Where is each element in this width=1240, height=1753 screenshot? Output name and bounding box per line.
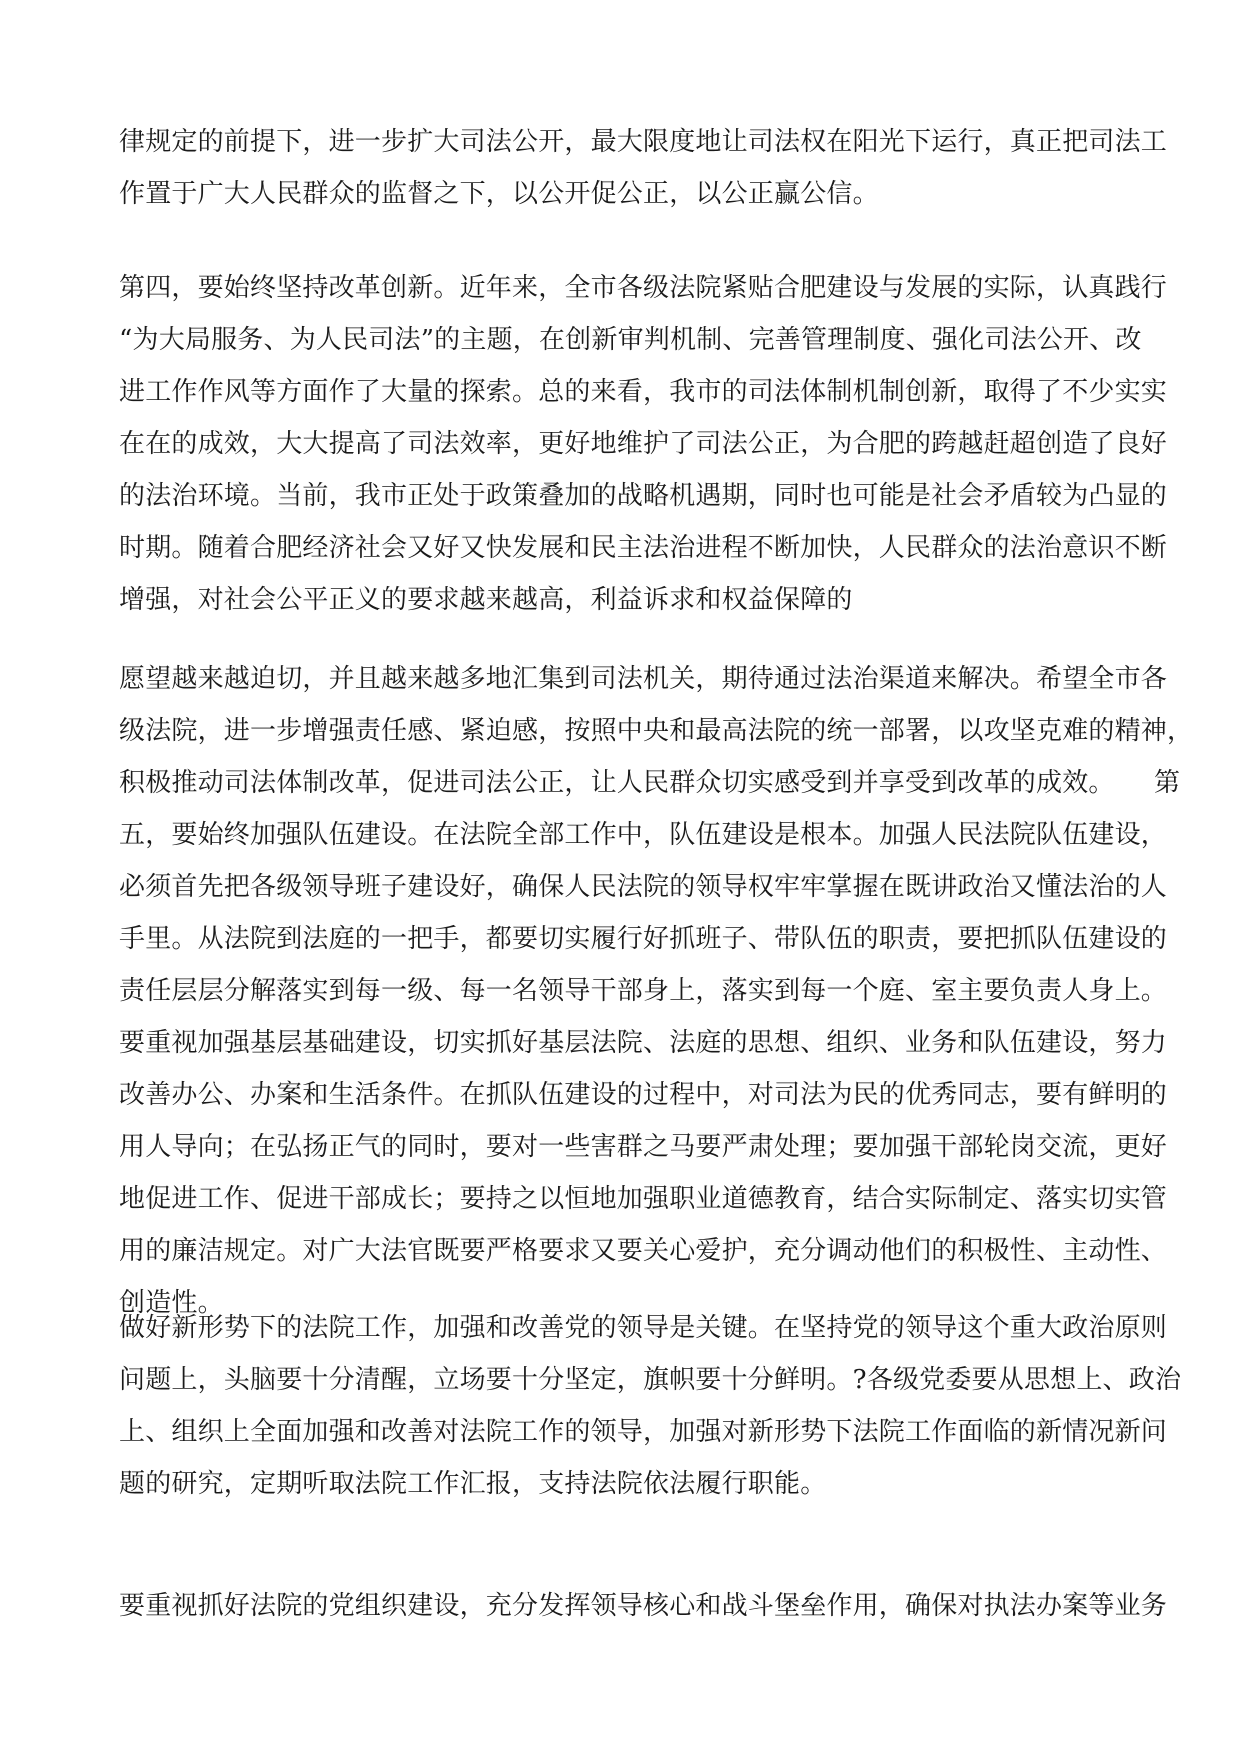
text-line: 的法治环境。当前，我市正处于政策叠加的战略机遇期，同时也可能是社会矛盾较为凸显的 bbox=[119, 481, 1168, 511]
text-line: 级法院，进一步增强责任感、紧迫感，按照中央和最高法院的统一部署，以攻坚克难的精神， bbox=[119, 716, 1194, 746]
text-line: 积极推动司法体制改革，促进司法公正，让人民群众切实感受到并享受到改革的成效。 第 bbox=[119, 768, 1181, 798]
text-line: 责任层层分解落实到每一级、每一名领导干部身上，落实到每一个庭、室主要负责人身上。 bbox=[119, 976, 1168, 1006]
text-line: 进工作作风等方面作了大量的探索。总的来看，我市的司法体制机制创新，取得了不少实实 bbox=[119, 377, 1168, 407]
paragraph-reform-innovation bbox=[119, 262, 1168, 626]
text-line: 问题上，头脑要十分清醒，立场要十分坚定，旗帜要十分鲜明。?各级党委要从思想上、政治 bbox=[119, 1365, 1182, 1395]
text-line: 要重视抓好法院的党组织建设，充分发挥领导核心和战斗堡垒作用，确保对执法办案等业务 bbox=[119, 1591, 1168, 1621]
text-line: 用人导向；在弘扬正气的同时，要对一些害群之马要严肃处理；要加强干部轮岗交流，更好 bbox=[119, 1132, 1168, 1162]
paragraph-team-building bbox=[119, 653, 1194, 1329]
text-line: 地促进工作、促进干部成长；要持之以恒地加强职业道德教育，结合实际制定、落实切实管 bbox=[119, 1184, 1168, 1214]
paragraph-party-leadership bbox=[119, 1302, 1182, 1510]
text-line: 用的廉洁规定。对广大法官既要严格要求又要关心爱护，充分调动他们的积极性、主动性、 bbox=[119, 1236, 1168, 1266]
paragraph-party-organization bbox=[119, 1580, 1168, 1632]
text-line: 作置于广大人民群众的监督之下，以公开促公正，以公正赢公信。 bbox=[119, 179, 879, 209]
text-line: 上、组织上全面加强和改善对法院工作的领导，加强对新形势下法院工作面临的新情况新问 bbox=[119, 1417, 1168, 1447]
text-line: 必须首先把各级领导班子建设好，确保人民法院的领导权牢牢掌握在既讲政治又懂法治的人 bbox=[119, 872, 1168, 902]
text-line: 手里。从法院到法庭的一把手，都要切实履行好抓班子、带队伍的职责，要把抓队伍建设的 bbox=[119, 924, 1168, 954]
text-line: 增强，对社会公平正义的要求越来越高，利益诉求和权益保障的 bbox=[119, 585, 853, 615]
text-line: 改善办公、办案和生活条件。在抓队伍建设的过程中，对司法为民的优秀同志，要有鲜明的 bbox=[119, 1080, 1168, 1110]
text-line: 要重视加强基层基础建设，切实抓好基层法院、法庭的思想、组织、业务和队伍建设，努力 bbox=[119, 1028, 1168, 1058]
text-line: 时期。随着合肥经济社会又好又快发展和民主法治进程不断加快，人民群众的法治意识不断 bbox=[119, 533, 1168, 563]
text-line: 第四，要始终坚持改革创新。近年来，全市各级法院紧贴合肥建设与发展的实际，认真践行 bbox=[119, 273, 1168, 303]
text-line: 创造性。 bbox=[119, 1288, 224, 1318]
text-line: “为大局服务、为人民司法”的主题，在创新审判机制、完善管理制度、强化司法公开、改 bbox=[119, 325, 1142, 355]
text-line: 题的研究，定期听取法院工作汇报，支持法院依法履行职能。 bbox=[119, 1469, 827, 1499]
text-line: 在在的成效，大大提高了司法效率，更好地维护了司法公正，为合肥的跨越赶超创造了良好 bbox=[119, 429, 1168, 459]
text-line: 做好新形势下的法院工作，加强和改善党的领导是关键。在坚持党的领导这个重大政治原则 bbox=[119, 1313, 1168, 1343]
text-line: 愿望越来越迫切，并且越来越多地汇集到司法机关，期待通过法治渠道来解决。希望全市各 bbox=[119, 664, 1168, 694]
text-line: 五，要始终加强队伍建设。在法院全部工作中，队伍建设是根本。加强人民法院队伍建设， bbox=[119, 820, 1168, 850]
text-line: 律规定的前提下，进一步扩大司法公开，最大限度地让司法权在阳光下运行，真正把司法工 bbox=[119, 127, 1168, 157]
paragraph-judicial-openness bbox=[119, 116, 1168, 220]
